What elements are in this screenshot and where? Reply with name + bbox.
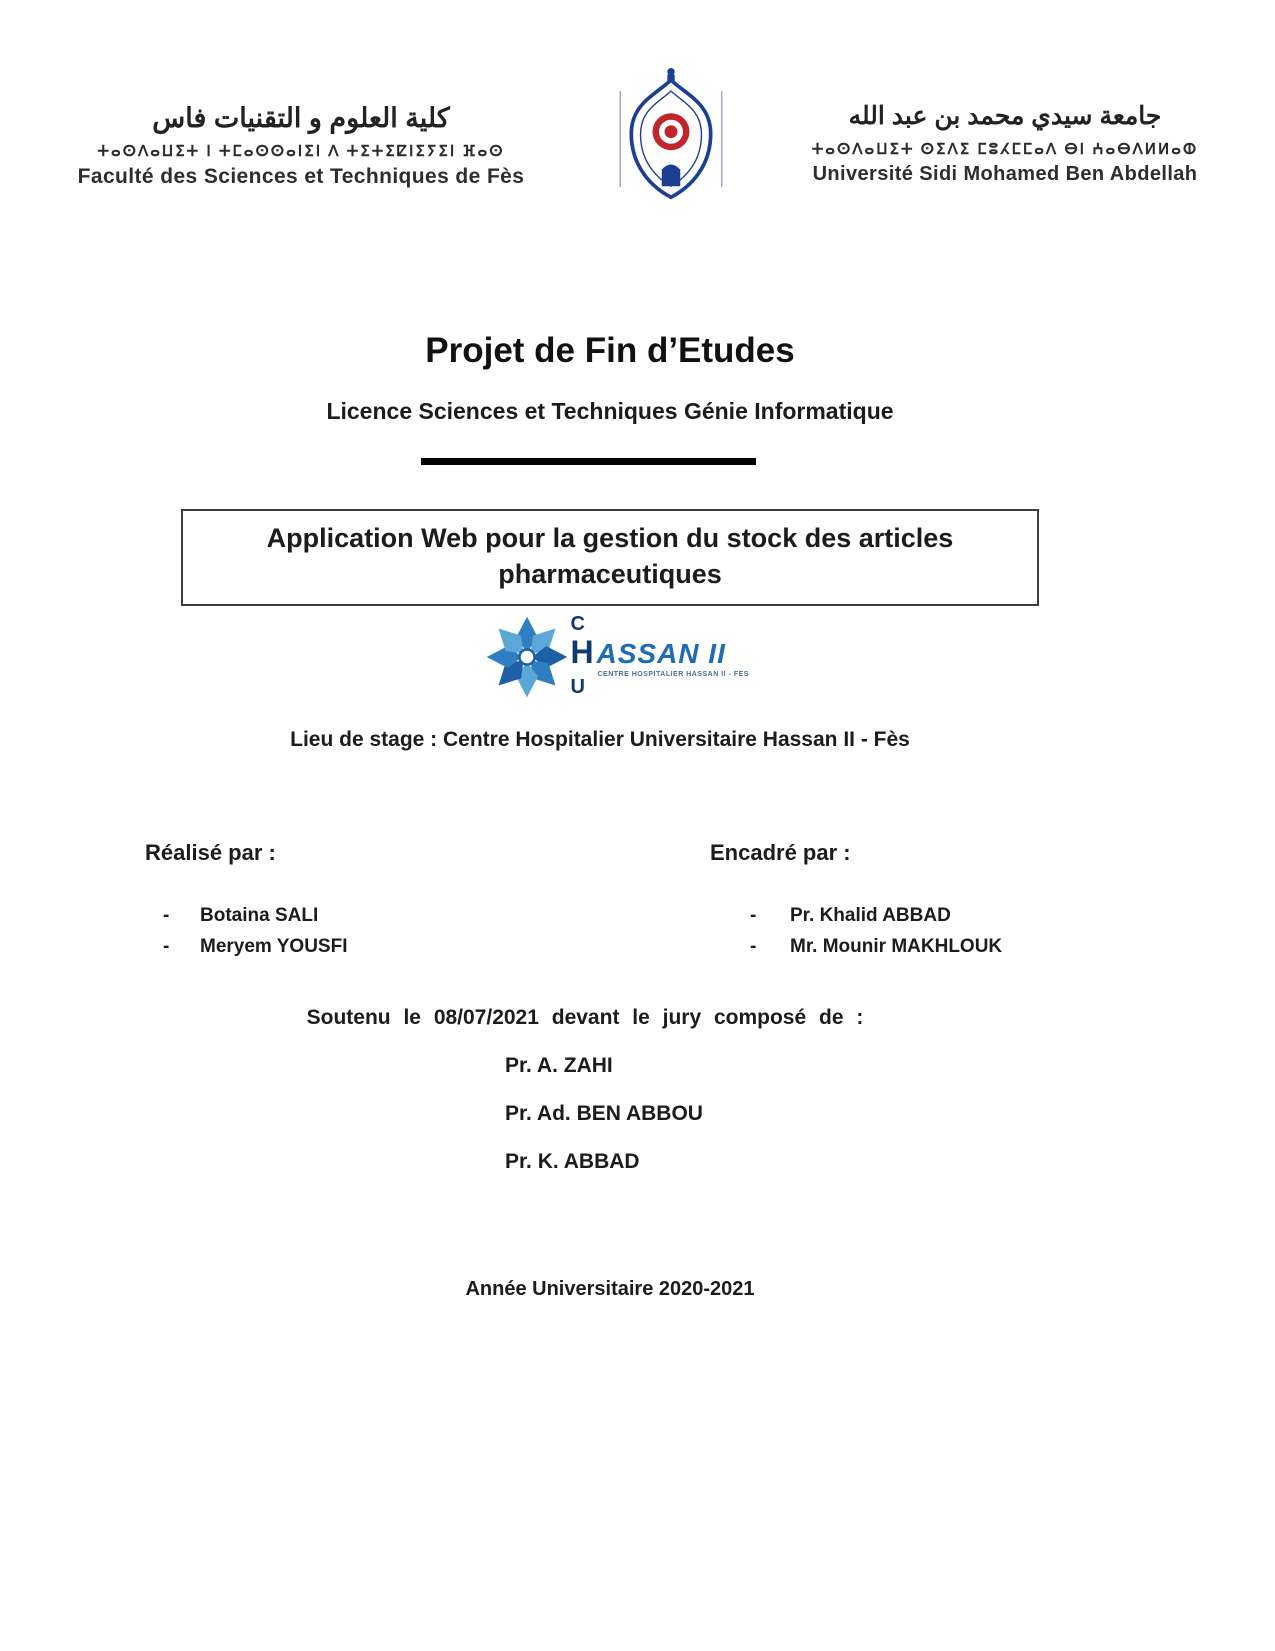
supervisors-list <box>710 900 1090 962</box>
supervisor-name: Pr. Khalid ABBAD <box>790 905 951 927</box>
university-name-tifinagh: ⵜⴰⵙⴷⴰⵡⵉⵜ ⵙⵉⴷⵉ ⵎⵓⵃⵎⵎⴰⴷ ⴱⵏ ⵄⴰⴱⴷⵍⵍⴰⵀ <box>811 140 1199 158</box>
faculty-block <box>60 100 542 189</box>
chu-letter-u: U <box>570 676 585 699</box>
chu-letter-c: C <box>570 613 585 636</box>
faculty-name-french: Faculté des Sciences et Techniques de Fès <box>77 165 525 189</box>
content-column <box>60 330 1160 1301</box>
university-emblem-icon <box>611 62 731 207</box>
supervisors-label: Encadré par : <box>710 840 851 866</box>
project-title-box <box>181 509 1039 606</box>
chu-hassan2-logo <box>60 614 1160 702</box>
divider-rule <box>421 458 756 465</box>
university-name-french: Université Sidi Mohamed Ben Abdellah <box>812 162 1198 185</box>
internship-location-line: Lieu de stage : Centre Hospitalier Universitaire Hassan II - Fès <box>290 728 910 752</box>
jury-list <box>60 1052 1160 1175</box>
authors-list <box>145 900 565 962</box>
supervisor-name: Mr. Mounir MAKHLOUK <box>790 936 1003 958</box>
university-name-arabic: جامعة سيدي محمد بن عبد الله <box>848 102 1162 130</box>
academic-year-line: Année Universitaire 2020-2021 <box>465 1278 755 1301</box>
supervisors-column <box>710 840 1090 962</box>
jury-member: Pr. A. ZAHI <box>505 1054 613 1078</box>
faculty-name-tifinagh: ⵜⴰⵙⴷⴰⵡⵉⵜ ⵏ ⵜⵎⴰⵙⵙⴰⵏⵉⵏ ⴷ ⵜⵉⵜⵉⵇⵏⵉⵢⵉⵏ ⴼⴰⵙ <box>97 143 505 161</box>
chu-flower-icon <box>485 614 569 700</box>
list-item <box>710 931 1090 962</box>
dash-bullet: - <box>750 936 757 958</box>
degree-subtitle: Licence Sciences et Techniques Génie Informatique <box>326 398 894 424</box>
author-name: Meryem YOUSFI <box>200 936 348 958</box>
list-item <box>710 900 1090 931</box>
report-title: Projet de Fin d’Etudes <box>425 331 795 370</box>
dash-bullet: - <box>163 905 170 927</box>
chu-name-text: ASSAN II <box>596 638 726 670</box>
jury-member: Pr. Ad. BEN ABBOU <box>505 1102 703 1126</box>
chu-letter-h: H <box>570 634 594 671</box>
university-block <box>800 100 1210 186</box>
chu-tagline-text: CENTRE HOSPITALIER HASSAN II - FES <box>597 671 749 679</box>
dash-bullet: - <box>163 936 170 958</box>
faculty-name-arabic: كلية العلوم و التقنيات فاس <box>152 103 450 133</box>
author-name: Botaina SALI <box>200 905 319 927</box>
jury-member: Pr. K. ABBAD <box>505 1150 640 1174</box>
defense-date-line: Soutenu le 08/07/2021 devant le jury composé de : <box>306 1006 864 1030</box>
dash-bullet: - <box>750 905 757 927</box>
institution-header <box>0 0 1275 207</box>
list-item <box>145 931 565 962</box>
authors-column <box>145 840 565 962</box>
list-item <box>145 900 565 931</box>
chu-wordmark <box>570 613 749 700</box>
credits-section <box>60 840 1160 962</box>
project-title: Application Web pour la gestion du stock des articles pharmaceutiques <box>266 523 954 589</box>
authors-label: Réalisé par : <box>145 840 276 866</box>
